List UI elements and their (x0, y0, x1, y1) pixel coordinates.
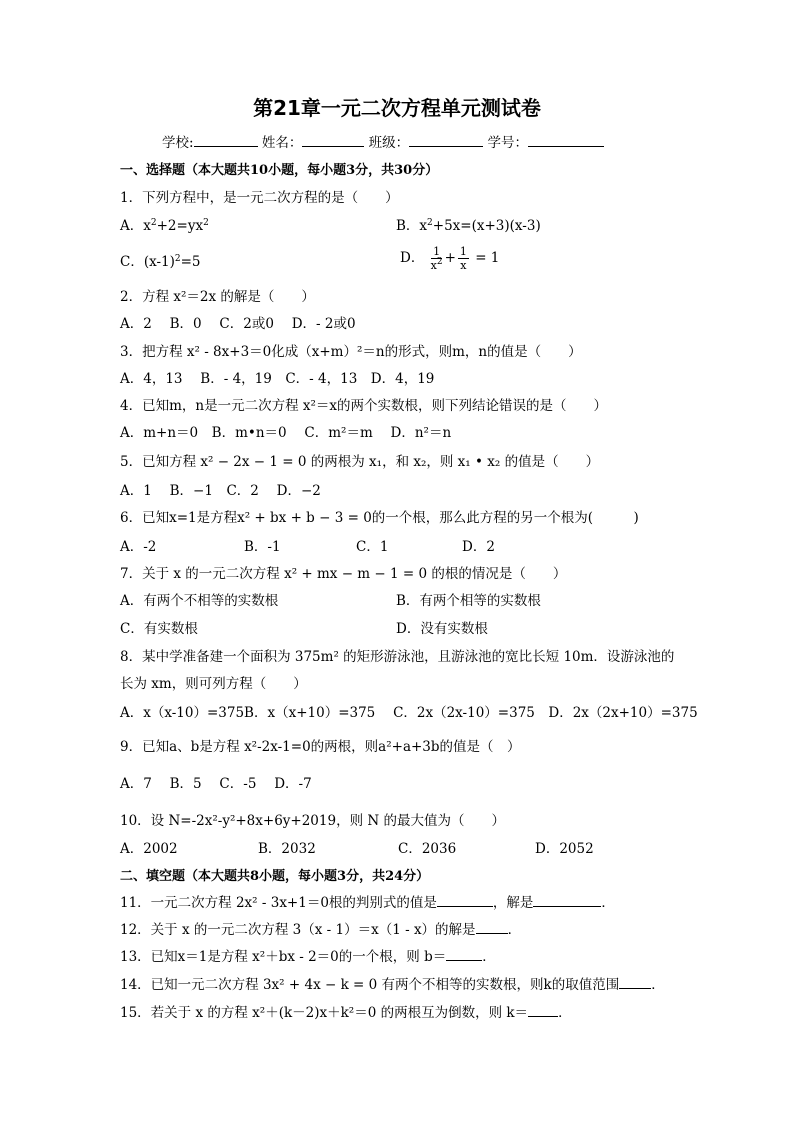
q14-blank[interactable] (619, 988, 651, 989)
q1-option-d (400, 246, 499, 271)
q15 (120, 1007, 572, 1021)
q13-text: 13．已知x＝1是方程 x²＋bx - 2＝0的一个根，则 b＝ (120, 949, 447, 965)
q1-b-text: B．x (396, 218, 428, 234)
q1-d-label: D． (400, 250, 425, 266)
q1-c-text: C．(x-1) (120, 254, 175, 270)
page-title: 第21章一元二次方程单元测试卷 (253, 96, 541, 120)
q4-stem: 4．已知m，n是一元二次方程 x²＝x的两个实数根，则下列结论错误的是（ ） (120, 398, 608, 414)
q1-d-den1-x: x (430, 259, 437, 272)
q4-options: A．m+n＝0 B．m•n＝0 C．m²＝m D．n²＝n (120, 425, 452, 441)
q8-stem-line2: 长为 xm，则可列方程（ ） (120, 676, 307, 692)
q3-options: A．4，13 B．- 4，19 C．- 4，13 D．4，19 (120, 371, 435, 387)
number-blank[interactable] (528, 146, 604, 147)
q14-text: 14．已知一元二次方程 3x² + 4x − k = 0 有两个不相等的实数根，则k的取值范围 (120, 977, 620, 993)
class-label: 班级： (368, 135, 410, 151)
q11-post: ． (601, 895, 615, 911)
q14-post: ． (651, 977, 665, 993)
q6-option-b: B．-1 (244, 539, 281, 555)
q5-stem: 5．已知方程 x² − 2x − 1 = 0 的两根为 x₁，和 x₂，则 x₁ • x₂ 的值是（ ） (120, 454, 600, 470)
q12-post: ． (507, 922, 522, 938)
q6-option-d: D．2 (462, 539, 495, 555)
q1-b-sup: 2 (427, 218, 433, 228)
q1-c-sup: 2 (174, 254, 181, 264)
q15-blank[interactable] (528, 1016, 558, 1017)
q1-a-sup: 2 (150, 218, 157, 228)
q1-d-num2: 1 (459, 245, 467, 258)
number-label: 学号： (487, 135, 528, 151)
q9-stem: 9．已知a、b是方程 x²-2x-1=0的两根，则a²+a+3b的值是（ ） (120, 739, 521, 755)
q1-option-b (396, 220, 541, 234)
q10-option-b: B．2032 (258, 841, 316, 857)
name-blank[interactable] (302, 146, 364, 147)
section2-heading: 二、填空题（本大题共8小题，每小题3分，共24分） (120, 869, 430, 884)
q13-blank[interactable] (446, 960, 482, 961)
q12 (120, 924, 521, 938)
q1-d-num1: 1 (433, 245, 441, 258)
q12-blank[interactable] (476, 933, 508, 934)
q1-a-text2: +2=yx (156, 218, 204, 234)
q11-blank-2[interactable] (533, 906, 601, 907)
q1-d-den2: x (460, 259, 467, 272)
q1-d-den1 (431, 259, 443, 271)
q1-d-fraction-2 (458, 246, 469, 271)
q6-option-a: A．-2 (120, 539, 157, 555)
q10-option-d: D．2052 (535, 841, 594, 857)
q15-post: ． (558, 1005, 572, 1021)
q1-option-a (120, 220, 209, 234)
q10-option-a: A．2002 (120, 841, 178, 857)
q7-option-d: D．没有实数根 (396, 621, 488, 637)
q13 (120, 951, 496, 965)
q2-stem: 2．方程 x²＝2x 的解是（ ） (120, 289, 315, 305)
q1-a-sup2: 2 (203, 218, 209, 228)
q8-options: A．x（x-10）=375B．x（x+10）=375 C．2x（2x-10）=375 D．2x（2x+10）=375 (120, 705, 698, 721)
q1-d-den1-sup: 2 (436, 257, 443, 267)
q15-text: 15．若关于 x 的方程 x²＋(k－2)x＋k²＝0 的两根互为倒数，则 k＝ (120, 1005, 529, 1021)
q10-option-c: C．2036 (398, 841, 457, 857)
school-blank[interactable] (194, 146, 258, 147)
student-info-row (162, 137, 604, 151)
q8-stem-line1: 8．某中学准备建一个面积为 375m² 的矩形游泳池，且游泳池的宽比长短 10m．设游泳池的 (120, 649, 675, 665)
q1-option-c (120, 256, 201, 270)
q11-blank-1[interactable] (437, 906, 493, 907)
section1-heading: 一、选择题（本大题共10小题，每小题3分，共30分） (120, 163, 439, 178)
q7-option-b: B．有两个相等的实数根 (396, 593, 541, 609)
name-label: 姓名： (261, 135, 303, 151)
q12-text: 12．关于 x 的一元二次方程 3（x - 1）＝x（1 - x）的解是 (120, 922, 476, 938)
q6-option-c: C．1 (356, 539, 389, 555)
q11-text: 11．一元二次方程 2x² - 3x+1＝0根的判别式的值是 (120, 895, 437, 911)
q2-options: A．2 B．0 C．2或0 D．- 2或0 (120, 316, 356, 332)
q1-c-text2: =5 (180, 254, 201, 270)
q1-d-plus: + (444, 250, 456, 266)
q10-stem: 10．设 N=-2x²-y²+8x+6y+2019，则 N 的最大值为（ ） (120, 813, 505, 829)
class-blank[interactable] (409, 146, 483, 147)
q1-d-eq: = 1 (475, 250, 500, 266)
q1-a-text: A．x (120, 218, 151, 234)
q5-options: A．1 B．−1 C．2 D．−2 (120, 483, 321, 499)
q11 (120, 897, 615, 911)
q1-d-fraction-1 (431, 246, 443, 271)
q3-stem: 3．把方程 x² - 8x+3＝0化成（x+m）²＝n的形式，则m，n的值是（ ） (120, 344, 582, 360)
q6-stem: 6．已知x=1是方程x² + bx + b − 3 = 0的一个根，那么此方程的另一个根为( ) (120, 510, 639, 526)
q7-option-c: C．有实数根 (120, 621, 198, 637)
q9-options: A．7 B．5 C．-5 D．-7 (120, 776, 312, 792)
q7-option-a: A．有两个不相等的实数根 (120, 593, 279, 609)
q1-stem: 1．下列方程中，是一元二次方程的是（ ） (120, 190, 399, 206)
q11-mid: ，解是 (492, 895, 534, 911)
q13-post: ． (482, 949, 496, 965)
q14 (120, 979, 665, 993)
q7-stem: 7．关于 x 的一元二次方程 x² + mx − m − 1 = 0 的根的情况是（ ） (120, 566, 567, 582)
q1-b-text2: +5x=(x+3)(x-3) (432, 218, 541, 234)
school-label: 学校: (162, 135, 194, 151)
